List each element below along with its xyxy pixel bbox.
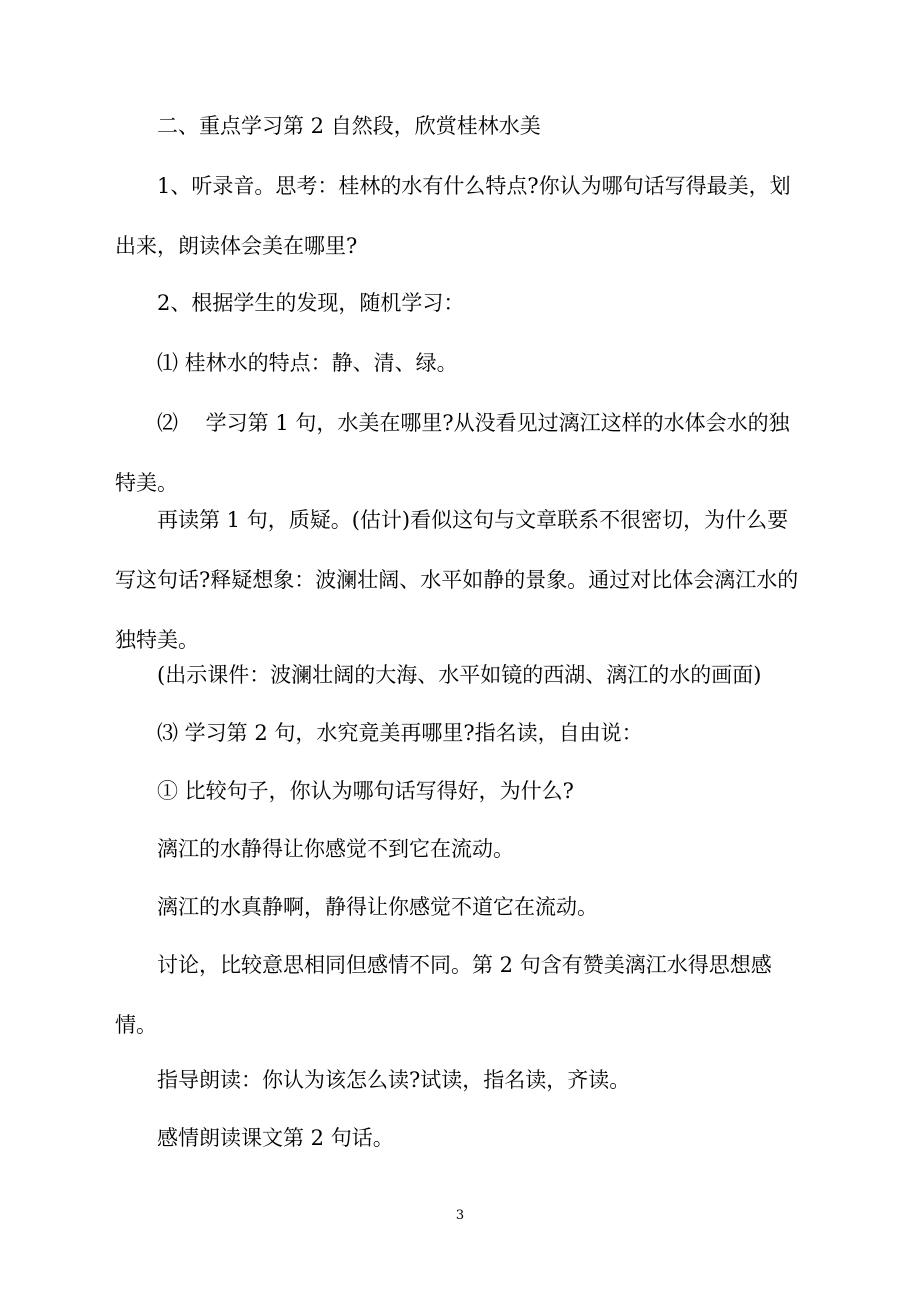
paragraph-8: ① 比较句子，你认为哪句话写得好，为什么? [157,779,574,803]
paragraph-5: 再读第 1 句，质疑。(估计)看似这句与文章联系不很密切，为什么要写这句话?释疑想象：波澜壮阔、水平如静的景象。通过对比体会漓江水的独特美。 [115,508,799,652]
paragraph-13: 感情朗读课文第 2 句话。 [157,1126,394,1150]
paragraph-11: 讨论，比较意思相同但感情不同。第 2 句含有赞美漓江水得思想感情。 [115,953,772,1037]
paragraph-4: ⑵ 学习第 1 句，水美在哪里?从没看见过漓江这样的水体会水的独特美。 [115,411,790,495]
paragraph-10: 漓江的水真静啊，静得让你感觉不道它在流动。 [157,895,598,919]
paragraph-1: 1、听录音。思考：桂林的水有什么特点?你认为哪句话写得最美，划出来，朗读体会美在哪里? [115,174,791,258]
section-heading: 二、重点学习第 2 自然段，欣赏桂林水美 [157,114,541,138]
page-number: 3 [455,1208,465,1223]
paragraph-2: 2、根据学生的发现，随机学习： [157,291,465,315]
paragraph-12: 指导朗读：你认为该怎么读?试读，指名读，齐读。 [157,1068,631,1092]
paragraph-3: ⑴ 桂林水的特点：静、清、绿。 [157,351,458,375]
paragraph-9: 漓江的水静得让你感觉不到它在流动。 [157,837,514,861]
paragraph-6: (出示课件：波澜壮阔的大海、水平如镜的西湖、漓江的水的画面) [157,663,762,687]
paragraph-7: ⑶ 学习第 2 句，水究竟美再哪里?指名读，自由说： [157,721,643,745]
